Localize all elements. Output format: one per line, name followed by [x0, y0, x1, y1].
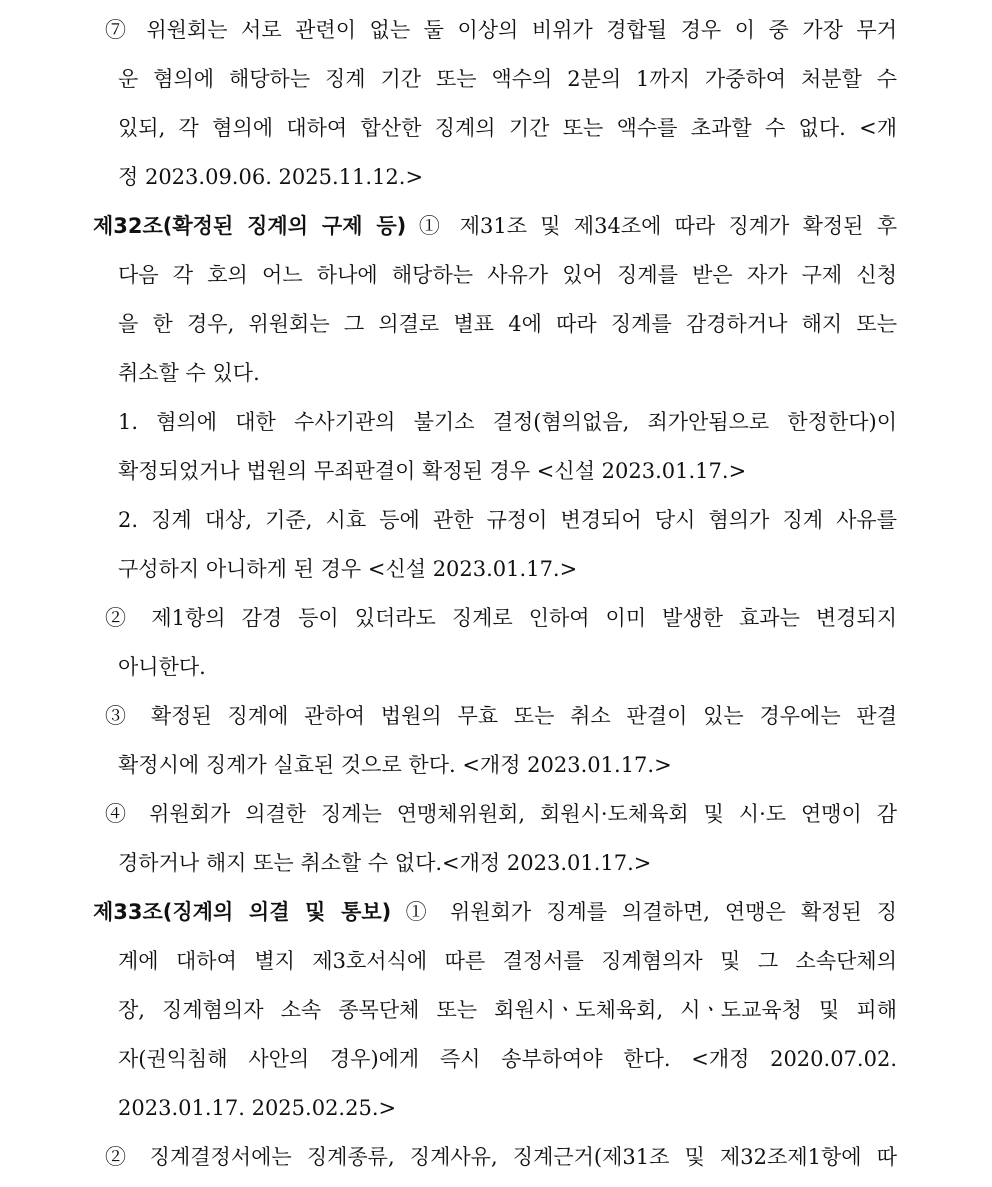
- art32-item1-line-2: 확정되었거나 법원의 무죄판결이 확정된 경우 <신설 2023.01.17.>: [118, 459, 747, 483]
- art32-first-line: [93, 211, 897, 241]
- art31-p7-line-2: 운 혐의에 해당하는 징계 기간 또는 액수의 2분의 1까지 가중하여 처분할 수: [118, 67, 897, 91]
- art32-p1-line-3: 을 한 경우, 위원회는 그 의결로 별표 4에 따라 징계를 감경하거나 해지 또는: [118, 312, 897, 336]
- art33-p1-line-2: 계에 대하여 별지 제3호서식에 따른 결정서를 징계혐의자 및 그 소속단체의: [118, 949, 897, 973]
- art33-p1-line-3: 장, 징계혐의자 소속 종목단체 또는 회원시ㆍ도체육회, 시ㆍ도교육청 및 피해: [118, 998, 897, 1022]
- art31-p7-line-1: ⑦ 위원회는 서로 관련이 없는 둘 이상의 비위가 경합될 경우 이 중 가장 무거: [105, 18, 897, 42]
- art32-item2-line-1: 2. 징계 대상, 기준, 시효 등에 관한 규정이 변경되어 당시 혐의가 징계 사유를: [118, 508, 897, 532]
- art31-p7-line-3: 있되, 각 혐의에 대하여 합산한 징계의 기간 또는 액수를 초과할 수 없다. <개: [118, 116, 897, 140]
- art31-p7-line-4: 정 2023.09.06. 2025.11.12.>: [118, 165, 424, 189]
- art32-p4-line-1: ④ 위원회가 의결한 징계는 연맹체위원회, 회원시·도체육회 및 시·도 연맹이 감: [105, 802, 897, 826]
- art33-p2-line-1: ② 징계결정서에는 징계종류, 징계사유, 징계근거(제31조 및 제32조제1항에 따: [105, 1145, 897, 1169]
- art32-p1-line-2: 다음 각 호의 어느 하나에 해당하는 사유가 있어 징계를 받은 자가 구제 신청: [118, 263, 897, 287]
- art33-p1-line-5: 2023.01.17. 2025.02.25.>: [118, 1096, 397, 1120]
- art33-p1-line-4: 자(권익침해 사안의 경우)에게 즉시 송부하여야 한다. <개정 2020.07.02.: [118, 1047, 897, 1071]
- art32-item1-line-1: 1. 혐의에 대한 수사기관의 불기소 결정(혐의없음, 죄가안됨으로 한정한다)이: [118, 410, 897, 434]
- art32-title: 제32조(확정된 징계의 구제 등): [93, 214, 407, 238]
- art32-p2-line-2: 아니한다.: [118, 655, 206, 679]
- art33-first-line: [93, 897, 897, 927]
- art32-item2-line-2: 구성하지 아니하게 된 경우 <신설 2023.01.17.>: [118, 557, 578, 581]
- art32-p2-line-1: ② 제1항의 감경 등이 있더라도 징계로 인하여 이미 발생한 효과는 변경되지: [105, 606, 897, 630]
- art32-p3-line-2: 확정시에 징계가 실효된 것으로 한다. <개정 2023.01.17.>: [118, 753, 672, 777]
- art32-p4-line-2: 경하거나 해지 또는 취소할 수 없다.<개정 2023.01.17.>: [118, 851, 652, 875]
- art32-p3-line-1: ③ 확정된 징계에 관하여 법원의 무효 또는 취소 판결이 있는 경우에는 판결: [105, 704, 897, 728]
- art33-p1-line-1: ① 위원회가 징계를 의결하면, 연맹은 확정된 징: [397, 900, 897, 924]
- art33-title: 제33조(징계의 의결 및 통보): [93, 900, 392, 924]
- art32-p1-line-4: 취소할 수 있다.: [118, 361, 260, 385]
- art32-p1-line-1: ① 제31조 및 제34조에 따라 징계가 확정된 후: [412, 214, 897, 238]
